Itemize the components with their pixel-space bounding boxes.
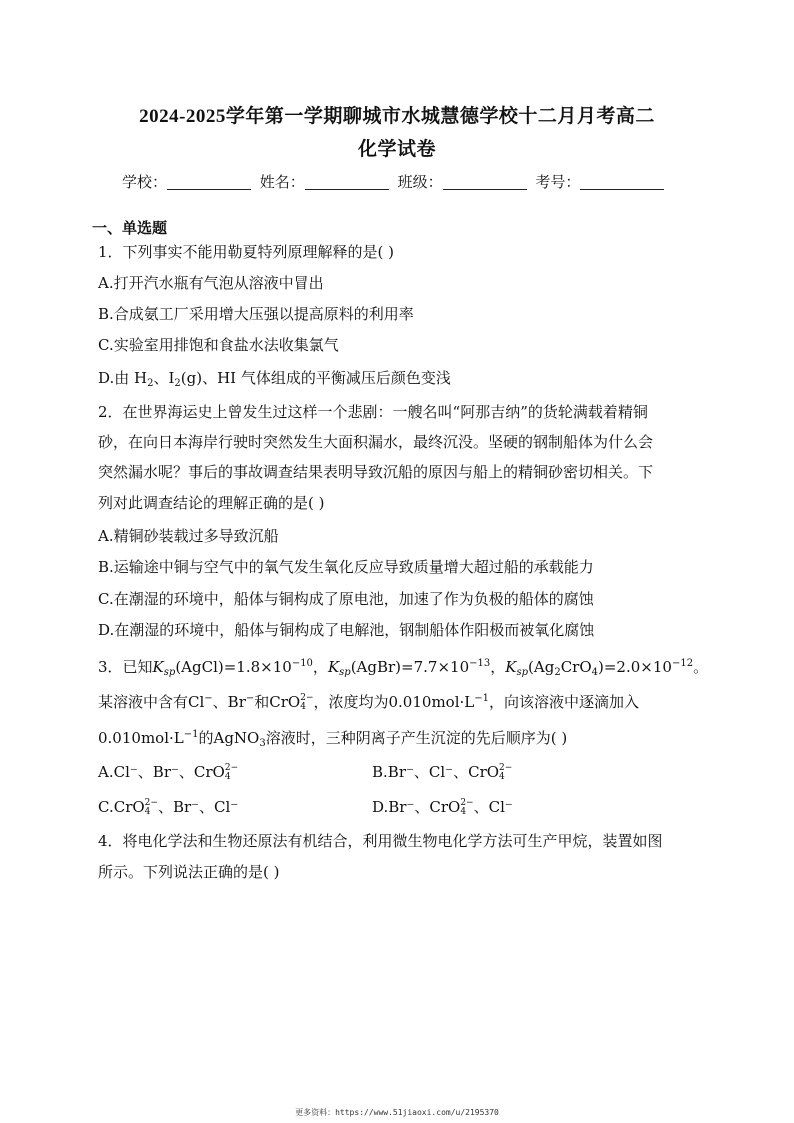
q1-option-d: D.由 $H_2$、$I_2(g)$、HI 气体组成的平衡减压后颜色变浅 (98, 369, 451, 389)
student-info-row (122, 171, 682, 192)
section-heading: 一、单选题 (92, 219, 168, 237)
name-label: 姓名： (259, 173, 305, 191)
q2-stem-line2: 砂，在向日本海岸行驶时突然发生大面积漏水，最终沉没。坚硬的钢制船体为什么会 (98, 433, 654, 451)
q2-stem-line1: 2．在世界海运史上曾发生过这样一个悲剧：一艘名叫“阿那吉纳”的货轮满载着精铜 (98, 403, 648, 421)
q3-option-a: A.Cl⁻、Br⁻、CrO 2− 4 (98, 763, 239, 782)
q3-option-b: B.Br⁻、Cl⁻、CrO 2− 4 (372, 763, 513, 782)
q4-stem-line1: 4．将电化学法和生物还原法有机结合，利用微生物电化学方法可生产甲烷，装置如图 (98, 832, 663, 850)
q2-option-c: C.在潮湿的环境中，船体与铜构成了原电池，加速了作为负极的船体的腐蚀 (98, 590, 594, 608)
class-blank[interactable] (443, 175, 527, 190)
q3-stem-line2: 某溶液中含有Cl−、Br−和CrO 2− 4 ，浓度均为$0.010mol\cdot L^{-1}$，向该溶液中逐滴加入 (98, 693, 639, 712)
q2-option-d: D.在潮湿的环境中，船体与铜构成了电解池，钢制船体作阳极而被氧化腐蚀 (98, 621, 595, 639)
q2-option-b: B.运输途中铜与空气中的氧气发生氧化反应导致质量增大超过船的承载能力 (98, 558, 594, 576)
exam-no-blank[interactable] (580, 175, 664, 190)
q3-stem-line1: 3．已知$K_{sp}(AgCl)=1.8\times 10^{-10}$，$K_{sp}(AgBr)=7.7\times 10^{-13}$，$K_{sp}(Ag_2CrO_4)=2.0\times 10^{-12}$。 (98, 658, 709, 678)
class-label: 班级： (397, 173, 443, 191)
q1-option-c: C.实验室用排饱和食盐水法收集氯气 (98, 336, 339, 354)
q2-stem-line3: 突然漏水呢？事后的事故调查结果表明导致沉船的原因与船上的精铜砂密切相关。下 (98, 463, 654, 481)
exam-title-line2: 化学试卷 (357, 139, 436, 160)
exam-no-label: 考号： (535, 173, 581, 191)
q4-stem-line2: 所示。下列说法正确的是( ) (98, 863, 280, 881)
q3-option-c: C.CrO 2− 4 、Br⁻、Cl⁻ (98, 798, 239, 817)
name-blank[interactable] (305, 175, 389, 190)
q1-option-a: A.打开汽水瓶有气泡从溶液中冒出 (98, 274, 324, 292)
q1-stem: 1．下列事实不能用勒夏特列原理解释的是( ) (98, 243, 395, 261)
q3-stem-line3: $0.010mol\cdot L^{-1}$的AgNO$_3$溶液时，三种阴离子产生沉淀的先后顺序为( ) (98, 729, 568, 749)
exam-title-line1: 2024-2025学年第一学期聊城市水城慧德学校十二月月考高二 (139, 106, 655, 127)
q3-option-d: D.Br⁻、CrO 2− 4 、Cl⁻ (372, 798, 513, 817)
page-footer-link[interactable]: 更多资料：https://www.51jiaoxi.com/u/2195370 (295, 1108, 499, 1117)
school-blank[interactable] (167, 175, 251, 190)
q1-option-b: B.合成氨工厂采用增大压强以提高原料的利用率 (98, 305, 414, 323)
school-label: 学校： (122, 173, 168, 191)
q2-stem-line4: 列对此调查结论的理解正确的是( ) (98, 494, 325, 512)
q2-option-a: A.精铜砂装载过多导致沉船 (98, 527, 279, 545)
